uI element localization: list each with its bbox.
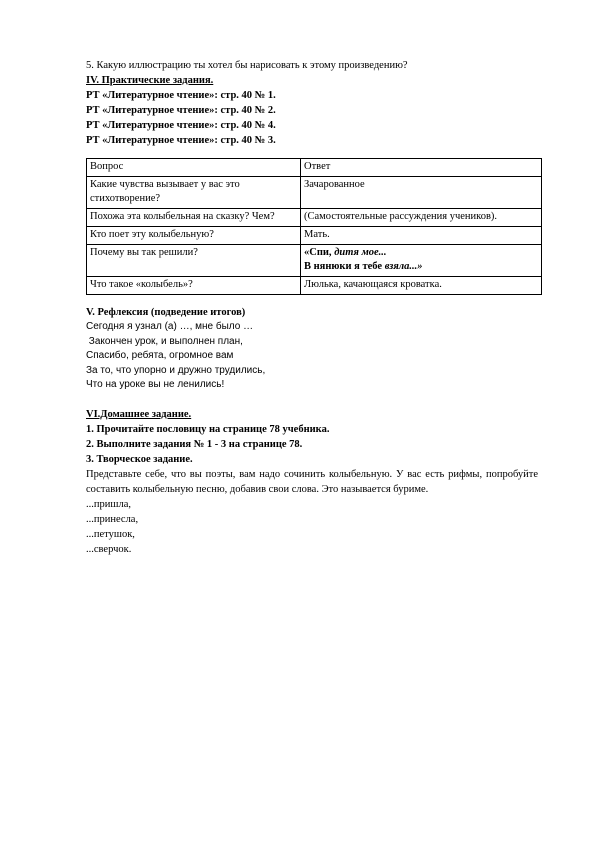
header-answer: Ответ [301, 159, 542, 177]
practical-item: РТ «Литературное чтение»: стр. 40 № 2. [86, 105, 276, 116]
answer-text: В нянюки я тебе [304, 261, 385, 272]
answer-cell: (Самостоятельные рассуждения учеников). [301, 209, 542, 227]
answer-cell: Мать. [301, 227, 542, 245]
answer-line [304, 246, 538, 260]
answer-line [304, 260, 538, 274]
homework-heading: VI.Домашнее задание. [86, 408, 192, 420]
poem-line: За то, что упорно и дружно трудились, [86, 364, 266, 376]
answer-quote: дитя мое... [334, 247, 387, 258]
practical-heading: IV. Практические задания. [86, 75, 214, 86]
table-row [87, 227, 542, 245]
answer-cell: Люлька, качающаяся кроватка. [301, 277, 542, 295]
rhyme-line: ...сверчок. [86, 543, 132, 555]
table-row [87, 177, 542, 209]
table-row [87, 209, 542, 227]
poem-line: Закончен урок, и выполнен план, [86, 335, 243, 347]
homework-item: 1. Прочитайте пословицу на странице 78 учебника. [86, 423, 330, 435]
practical-item: РТ «Литературное чтение»: стр. 40 № 1. [86, 90, 276, 101]
question-cell: Кто поет эту колыбельную? [87, 227, 301, 245]
practical-item: РТ «Литературное чтение»: стр. 40 № 4. [86, 120, 276, 131]
question-cell: Похожа эта колыбельная на сказку? Чем? [87, 209, 301, 227]
poem-line: Спасибо, ребята, огромное вам [86, 350, 234, 361]
reflection-heading: V. Рефлексия (подведение итогов) [86, 307, 246, 318]
practical-item: РТ «Литературное чтение»: стр. 40 № 3. [86, 135, 276, 146]
rhyme-line: ...пришла, [86, 498, 131, 510]
answer-cell: Зачарованное [301, 177, 542, 209]
header-question: Вопрос [87, 159, 301, 177]
table-row [87, 245, 542, 277]
poem-line: Сегодня я узнал (а) …, мне было … [86, 321, 254, 332]
homework-item: 2. Выполните задания № 1 - 3 на странице 78. [86, 438, 303, 450]
table-row [87, 277, 542, 295]
document-page [86, 58, 536, 557]
homework-item: 3. Творческое задание. [86, 453, 193, 465]
answer-cell [301, 245, 542, 277]
homework-paragraph: Представьте себе, что вы поэты, вам надо сочинить колыбельную. У вас есть рифмы, попробуйте составить колыбельную песню, добавив свои слова. Это называется буриме. [86, 468, 538, 495]
reflection-poem [86, 320, 536, 393]
question-cell: Почему вы так решили? [87, 245, 301, 277]
rhyme-line: ...петушок, [86, 528, 135, 540]
answer-text: «Спи, [304, 247, 335, 258]
answer-quote: взяла...» [384, 261, 423, 272]
intro-question: 5. Какую иллюстрацию ты хотел бы нарисовать к этому произведению? [86, 60, 408, 71]
poem-line: Что на уроке вы не ленились! [86, 379, 225, 390]
qa-table [86, 158, 542, 295]
table-header-row [87, 159, 542, 177]
question-cell: Какие чувства вызывает у вас это стихотворение? [87, 177, 301, 209]
question-cell: Что такое «колыбель»? [87, 277, 301, 295]
rhyme-line: ...принесла, [86, 513, 139, 525]
